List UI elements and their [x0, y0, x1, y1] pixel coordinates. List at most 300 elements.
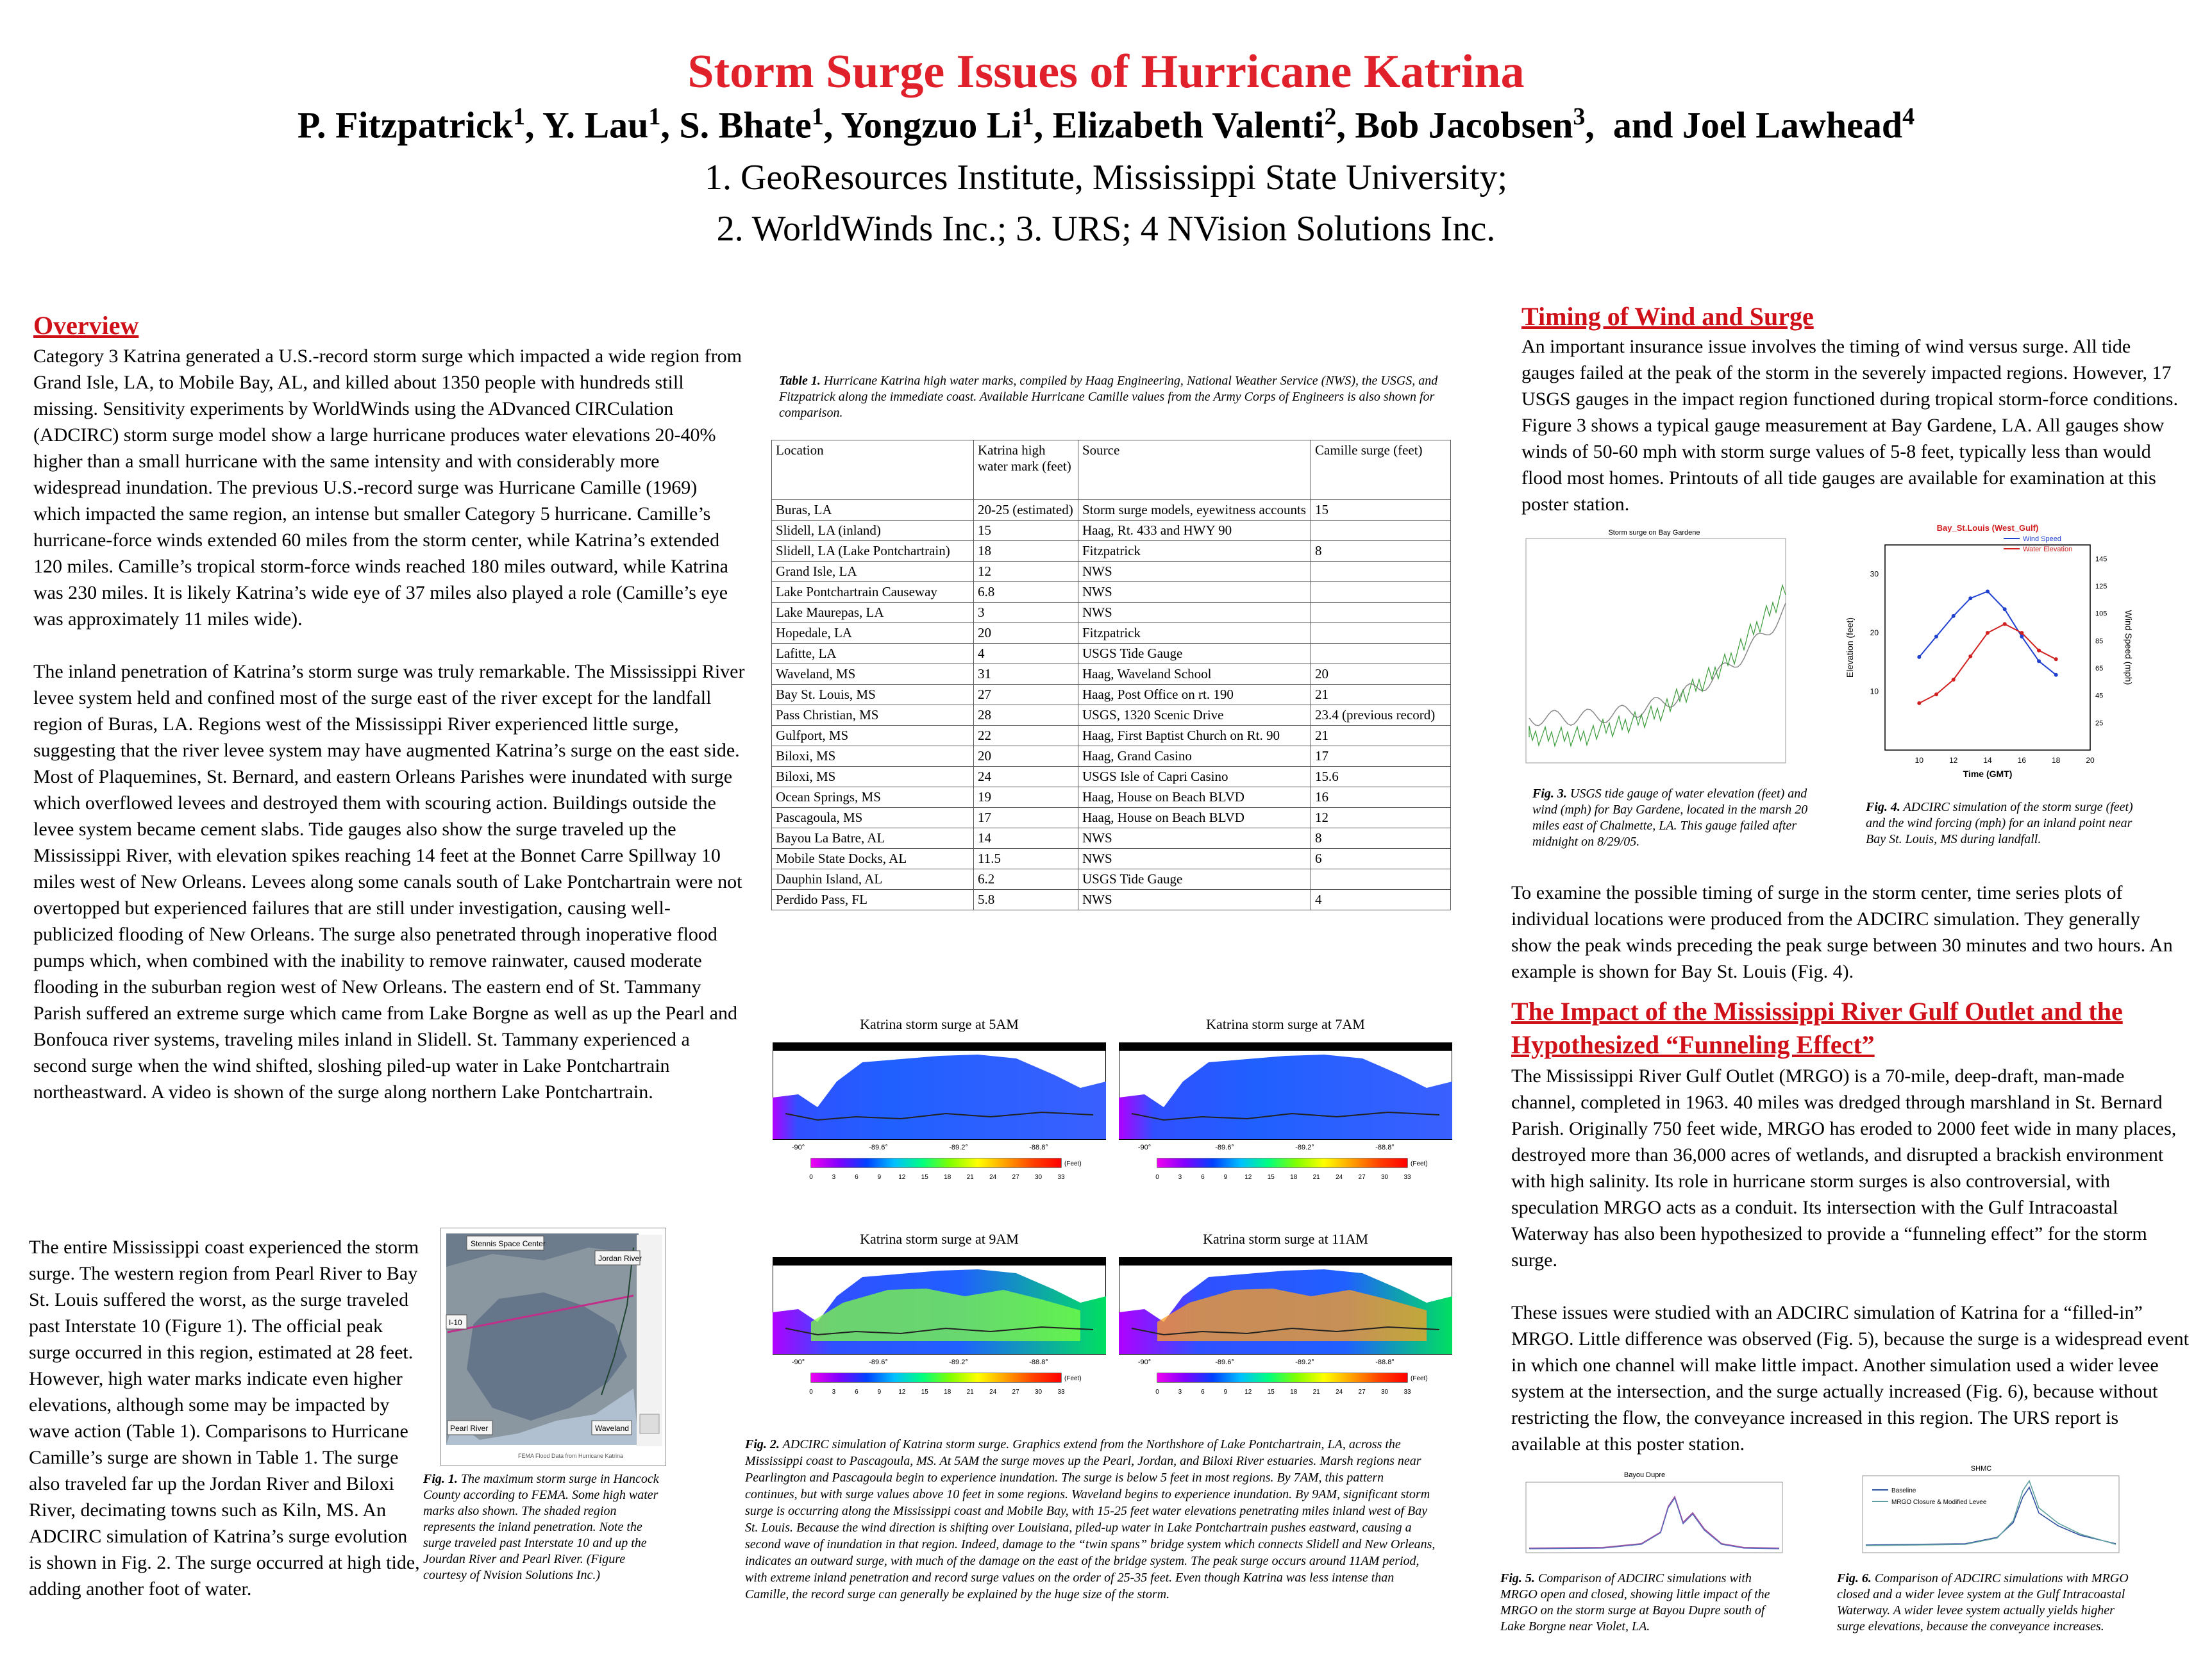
table-cell: NWS [1078, 562, 1311, 582]
fig4-data-point [1952, 614, 1956, 618]
fig3-chart-graphic [1510, 526, 1798, 782]
colorbar-tick: 30 [1034, 1174, 1043, 1181]
map-lon-tick: -90° [791, 1358, 805, 1366]
author-affiliation: 1 [648, 103, 661, 130]
timing-paragraph-2: To examine the possible timing of surge in the storm center, time series plots of individual locations were produced from the ADCIRC simulation. They generally show the peak winds preceding the peak surge between 30 minutes and two hours. An example is shown for Bay St. Louis (Fig. 4). [1511, 882, 2173, 982]
timing-paragraph-1: An important insurance issue involves the timing of wind versus surge. All tide gauges failed at the peak of the storm in the severely impacted regions. However, 17 USGS gauges in the impact region functioned during tropical storm-force conditions. Figure 3 shows a typical gauge measurement at Bay Gardene, LA. All gauges show winds of 50-60 mph with storm surge values of 5-8 feet, typically less than would flood most homes. Printouts of all tide gauges are available for examination at this poster station. [1521, 336, 2178, 515]
fig1-map-graphic [441, 1228, 666, 1466]
surge-map-graphic [1119, 1037, 1452, 1210]
fig4-data-point [2003, 607, 2007, 611]
table-cell [1311, 869, 1451, 890]
map-lon-tick: -89.2° [1295, 1358, 1314, 1366]
fig4-y-tick: 30 [1870, 569, 1879, 579]
fig4-caption-label: Fig. 4. [1866, 800, 1900, 814]
author-separator: , [1336, 104, 1355, 146]
table-cell: 12 [1311, 808, 1451, 828]
overview-paragraph-1: Category 3 Katrina generated a U.S.-record storm surge which impacted a wide region from Grand Isle, LA, to Mobile Bay, AL, and killed about 1350 people with hundreds still missing. Sensitivity experiments by WorldWinds using the ADvanced CIRCulation (ADCIRC) storm surge model show a large hurricane produces water elevations 20-40% higher than a small hurricane with the same intensity and with considerably more widespread inundation. The previous U.S.-record surge was Hurricane Camille (1969) which impacted the same region, an intense but smaller Category 5 hurricane. Camille’s hurricane-force winds extended 60 miles from the storm center, while Katrina’s extended 120 miles. Camille’s tropical storm-force winds reached 180 miles outward, while Katrina was 230 miles. It is likely Katrina’s wide eye of 37 miles also played a role (Camille’s eye was approximately 11 miles wide). [33, 346, 742, 630]
fig4-x-tick: 18 [2051, 756, 2061, 765]
map-lon-tick: -88.8° [1029, 1144, 1048, 1151]
author-separator: , [525, 104, 542, 146]
table-cell: Pascagoula, MS [772, 808, 974, 828]
timing-heading: Timing of Wind and Surge [1521, 302, 1814, 331]
colorbar-tick: 24 [1336, 1174, 1343, 1181]
map-lon-tick: -90° [791, 1144, 805, 1151]
table-cell: 21 [1311, 726, 1451, 746]
fig6-chart [1837, 1462, 2125, 1564]
fig5-series-closed [1529, 1498, 1779, 1549]
colorbar-tick: 18 [944, 1389, 951, 1396]
surge-map [773, 1231, 1106, 1436]
colorbar-tick: 3 [1178, 1389, 1182, 1396]
table-cell: Haag, First Baptist Church on Rt. 90 [1078, 726, 1311, 746]
table1-col-katrina: Katrina high water mark (feet) [974, 440, 1078, 500]
author-affiliation: 1 [1021, 103, 1034, 130]
fig4-data-point [2020, 631, 2023, 635]
table-cell: 8 [1311, 828, 1451, 849]
table-cell: 8 [1311, 541, 1451, 562]
table-row [772, 705, 1451, 726]
fig1-label-jordan-river: Jordan River [598, 1254, 642, 1263]
map-lon-tick: -89.2° [949, 1144, 968, 1151]
fig2-panel [773, 1016, 1452, 1439]
table-cell: 3 [974, 603, 1078, 623]
fig1-caption-label: Fig. 1. [423, 1472, 458, 1486]
fig4-data-point [1968, 655, 1972, 658]
surge-map [1119, 1016, 1452, 1221]
table-row [772, 849, 1451, 869]
fig6-legend-baseline: Baseline [1891, 1487, 1916, 1494]
table1-caption [779, 373, 1439, 421]
fig5-series-open [1529, 1497, 1779, 1548]
table-row [772, 828, 1451, 849]
fig4-data-point [2003, 622, 2007, 626]
table-cell: Pass Christian, MS [772, 705, 974, 726]
fig3-caption-text: USGS tide gauge of water elevation (feet) and wind (mph) for Bay Gardene, located in the marsh 20 miles east of Chalmette, LA. This gauge failed after midnight on 8/29/05. [1532, 787, 1808, 849]
fig1-caption-text: The maximum storm surge in Hancock County according to FEMA. Some high water marks also shown. The shaded region represents the inland penetration. Note the surge traveled past Interstate 10 and up the Jourdan River and Pearl River. (Figure courtesy of Nvision Solutions Inc.) [423, 1472, 659, 1582]
table-cell: 24 [974, 767, 1078, 787]
table-cell: USGS Tide Gauge [1078, 644, 1311, 664]
table-cell: 20 [974, 623, 1078, 644]
colorbar-tick: 0 [1155, 1389, 1159, 1396]
table-cell: 6.8 [974, 582, 1078, 603]
table-cell: Haag, House on Beach BLVD [1078, 787, 1311, 808]
table1-col-location: Location [772, 440, 974, 500]
table1-col-source: Source [1078, 440, 1311, 500]
table-row [772, 644, 1451, 664]
author-name: Joel Lawhead [1682, 104, 1903, 146]
table-cell: NWS [1078, 890, 1311, 910]
fig4-x-tick: 20 [2086, 756, 2095, 765]
colorbar-unit: (Feet) [1064, 1375, 1082, 1382]
table-cell: Haag, House on Beach BLVD [1078, 808, 1311, 828]
surge-map-graphic [1119, 1251, 1452, 1424]
table-row [772, 685, 1451, 705]
colorbar-tick: 33 [1403, 1174, 1411, 1181]
table-row [772, 664, 1451, 685]
table-cell [1311, 562, 1451, 582]
fig4-caption [1866, 799, 2141, 848]
colorbar-tick: 30 [1380, 1389, 1389, 1396]
colorbar-tick: 0 [809, 1389, 813, 1396]
poster-title: Storm Surge Issues of Hurricane Katrina [687, 46, 1525, 98]
fig1-label-i10: I-10 [449, 1318, 462, 1327]
mrgo-text [1511, 1063, 2191, 1483]
colorbar-tick: 12 [1244, 1389, 1252, 1396]
map-lon-tick: -89.6° [869, 1358, 888, 1366]
colorbar-tick: 30 [1380, 1174, 1389, 1181]
fig4-data-point [2037, 659, 2041, 663]
surge-map-title: Katrina storm surge at 11AM [1203, 1231, 1368, 1247]
colorbar-tick: 6 [1201, 1389, 1205, 1396]
fig4-series-line [1919, 624, 2056, 703]
fig4-legend-label: Water Elevation [2023, 546, 2073, 553]
surge-map-title: Katrina storm surge at 5AM [860, 1016, 1019, 1032]
author-affiliation: 2 [1324, 103, 1337, 130]
colorbar-tick: 24 [989, 1389, 997, 1396]
fig1-label-pearl-river: Pearl River [450, 1424, 489, 1433]
affiliation-line-1: 1. GeoResources Institute, Mississippi State University; [704, 158, 1508, 197]
table-cell: Haag, Rt. 433 and HWY 90 [1078, 521, 1311, 541]
table-cell: 15.6 [1311, 767, 1451, 787]
colorbar-tick: 33 [1057, 1389, 1065, 1396]
author-list [0, 103, 2212, 146]
table1 [771, 440, 1451, 910]
table-cell: NWS [1078, 603, 1311, 623]
fig5-chart-graphic [1500, 1468, 1789, 1564]
map-lon-tick: -89.6° [1215, 1144, 1234, 1151]
table-cell: Dauphin Island, AL [772, 869, 974, 890]
colorbar [1157, 1373, 1407, 1382]
table-cell: Mobile State Docks, AL [772, 849, 974, 869]
surge-map-title: Katrina storm surge at 9AM [860, 1231, 1019, 1247]
author-name: Elizabeth Valenti [1052, 104, 1325, 146]
table-cell: 4 [974, 644, 1078, 664]
mrgo-paragraph-1: The Mississippi River Gulf Outlet (MRGO) is a 70-mile, deep-draft, man-made channel, completed in 1963. 40 miles was dredged through marshland in St. Bernard Parish. Originally 750 feet wide, MRGO has eroded to 2000 feet wide in many places, destroyed more than 36,000 acres of wetlands, and disrupted a brackish environment with high salinity. Its role in hurricane storm surges is also controversial, with speculation MRGO acts as a conduit. Its intersection with the Gulf Intracoastal Waterway has also been hypothesized to provide a “funneling effect” for the storm surge. [1511, 1065, 2177, 1271]
colorbar-tick: 27 [1012, 1389, 1019, 1396]
table-cell [1311, 644, 1451, 664]
fig2-caption-label: Fig. 2. [745, 1437, 780, 1451]
table-row [772, 808, 1451, 828]
table-cell: 15 [1311, 500, 1451, 521]
table-cell: Lafitte, LA [772, 644, 974, 664]
table-row [772, 726, 1451, 746]
fig1-map [440, 1228, 666, 1466]
table-cell: 20-25 (estimated) [974, 500, 1078, 521]
fig1-footer: FEMA Flood Data from Hurricane Katrina [518, 1453, 624, 1459]
colorbar-tick: 18 [1290, 1174, 1298, 1181]
colorbar-tick: 18 [944, 1174, 951, 1181]
author-affiliation: 4 [1902, 103, 1915, 130]
fig4-chart-graphic [1837, 519, 2138, 789]
fig5-title: Bayou Dupre [1623, 1471, 1666, 1479]
fig5-caption-text: Comparison of ADCIRC simulations with MRGO open and closed, showing little impact of the MRGO on the storm surge at Bayou Dupre south of Lake Borgne near Violet, LA. [1500, 1571, 1770, 1633]
fig4-x-label: Time (GMT) [1963, 769, 2013, 779]
colorbar-tick: 27 [1358, 1174, 1366, 1181]
map-lon-tick: -88.8° [1029, 1358, 1048, 1366]
table-cell: USGS, 1320 Scenic Drive [1078, 705, 1311, 726]
colorbar-tick: 12 [898, 1174, 906, 1181]
colorbar-unit: (Feet) [1411, 1160, 1428, 1167]
fig6-series-baseline [1866, 1487, 2116, 1545]
table-cell: Gulfport, MS [772, 726, 974, 746]
table-cell: 6 [1311, 849, 1451, 869]
table-cell: Bayou La Batre, AL [772, 828, 974, 849]
fig4-data-point [2020, 635, 2023, 639]
author-name: Bob Jacobsen [1355, 104, 1573, 146]
fig4-y2-tick: 145 [2095, 555, 2107, 564]
colorbar-tick: 9 [877, 1174, 882, 1181]
colorbar-tick: 6 [855, 1389, 859, 1396]
table-row [772, 890, 1451, 910]
colorbar-tick: 15 [1267, 1389, 1275, 1396]
overview-text [33, 343, 745, 1132]
fig4-x-tick: 10 [1915, 756, 1924, 765]
mrgo-heading [1511, 995, 2123, 1062]
colorbar-tick: 27 [1012, 1174, 1019, 1181]
colorbar-tick: 12 [1244, 1174, 1252, 1181]
map-lon-tick: -89.6° [869, 1144, 888, 1151]
table1-caption-label: Table 1. [779, 374, 821, 388]
fig6-caption [1837, 1571, 2138, 1635]
map-lon-tick: -89.2° [949, 1358, 968, 1366]
fig3-wind-series [1529, 585, 1786, 746]
fig4-data-point [1952, 678, 1956, 681]
table-row [772, 623, 1451, 644]
fig1-label-waveland: Waveland [595, 1424, 629, 1433]
colorbar-tick: 33 [1403, 1389, 1411, 1396]
fig1-label-stennis: Stennis Space Center [471, 1239, 546, 1248]
table-cell: 16 [1311, 787, 1451, 808]
colorbar-tick: 27 [1358, 1389, 1366, 1396]
author-affiliation: 1 [513, 103, 526, 130]
table-cell: Haag, Grand Casino [1078, 746, 1311, 767]
table-cell: 18 [974, 541, 1078, 562]
table-row [772, 603, 1451, 623]
table-row [772, 521, 1451, 541]
fig6-caption-text: Comparison of ADCIRC simulations with MRGO closed and a wider levee system at the Gulf Intracoastal Waterway. A wider levee system actually yields higher surge elevations, because the conveyance increases. [1837, 1571, 2129, 1633]
table-cell: 17 [1311, 746, 1451, 767]
fig3-chart [1510, 526, 1798, 782]
fig4-x-tick: 12 [1948, 756, 1958, 765]
colorbar-tick: 0 [1155, 1174, 1159, 1181]
surge-map [773, 1016, 1106, 1221]
table-cell [1311, 623, 1451, 644]
table1-col-camille: Camille surge (feet) [1311, 440, 1451, 500]
fig4-title: Bay_St.Louis (West_Gulf) [1936, 523, 2039, 533]
map-lon-tick: -89.2° [1295, 1144, 1314, 1151]
colorbar-tick: 15 [921, 1174, 928, 1181]
table-cell: Lake Maurepas, LA [772, 603, 974, 623]
fig4-data-point [1986, 590, 1990, 594]
table-cell: Lake Pontchartrain Causeway [772, 582, 974, 603]
colorbar-tick: 33 [1057, 1174, 1065, 1181]
table-cell: Slidell, LA (Lake Pontchartrain) [772, 541, 974, 562]
fig6-chart-graphic [1837, 1462, 2125, 1564]
fig4-x-tick: 16 [2017, 756, 2027, 765]
table-cell [1311, 603, 1451, 623]
table-cell: 14 [974, 828, 1078, 849]
fig4-y-tick: 20 [1870, 628, 1879, 638]
fig2-caption [745, 1436, 1437, 1603]
author-name: P. Fitzpatrick [297, 104, 514, 146]
table-cell: 20 [1311, 664, 1451, 685]
map-lon-tick: -90° [1137, 1358, 1152, 1366]
fig4-y-tick: 10 [1870, 687, 1879, 696]
table-row [772, 541, 1451, 562]
fig4-plot-frame [1885, 545, 2090, 750]
fig4-data-point [1934, 692, 1938, 696]
colorbar-tick: 21 [966, 1174, 974, 1181]
table-cell: 15 [974, 521, 1078, 541]
colorbar-tick: 6 [855, 1174, 859, 1181]
fig4-data-point [2037, 649, 2041, 653]
table-cell: USGS Isle of Capri Casino [1078, 767, 1311, 787]
table-cell: NWS [1078, 828, 1311, 849]
fig4-data-point [1986, 631, 1990, 635]
overview-paragraph-3: The entire Mississippi coast experienced the storm surge. The western region from Pearl River to Bay St. Louis suffered the worst, as the surge traveled past Interstate 10 (Figure 1). The official peak surge occurred in this region, estimated at 28 feet. However, high water marks indicate even higher elevations, although some may be impacted by wave action (Table 1). Comparisons to Hurricane Camille’s surge are shown in Table 1. The surge also traveled far up the Jordan River and Biloxi River, decimating towns such as Kiln, MS. An ADCIRC simulation of Katrina’s surge evolution is shown in Fig. 2. The surge occurred at high tide, adding another foot of water. [29, 1237, 420, 1600]
mrgo-heading-line-1: The Impact of the Mississippi River Gulf Outlet and the [1511, 997, 2123, 1026]
fig4-data-point [1917, 655, 1921, 659]
table-cell: 21 [1311, 685, 1451, 705]
fig4-data-point [1934, 635, 1938, 639]
table-cell: 31 [974, 664, 1078, 685]
table-row [772, 767, 1451, 787]
fig4-caption-text: ADCIRC simulation of the storm surge (feet) and the wind forcing (mph) for an inland point near Bay St. Louis, MS during landfall. [1866, 800, 2133, 846]
fig4-x-tick: 14 [1983, 756, 1992, 765]
fig6-legend-closure: MRGO Closure & Modified Levee [1891, 1499, 1987, 1506]
table-cell: 23.4 (previous record) [1311, 705, 1451, 726]
mrgo-heading-line-2: Hypothesized “Funneling Effect” [1511, 1030, 1875, 1059]
table-cell: Fitzpatrick [1078, 623, 1311, 644]
colorbar [1157, 1158, 1407, 1167]
fig1-caption [423, 1471, 667, 1583]
table-row [772, 500, 1451, 521]
colorbar-tick: 9 [877, 1389, 882, 1396]
map-lon-tick: -88.8° [1375, 1144, 1395, 1151]
surge-map-title: Katrina storm surge at 7AM [1206, 1016, 1365, 1032]
fig3-caption [1532, 786, 1808, 850]
table-cell: Waveland, MS [772, 664, 974, 685]
table1-header-row [772, 440, 1451, 500]
fig4-y2-tick: 85 [2095, 637, 2104, 646]
colorbar-tick: 3 [832, 1174, 836, 1181]
overview-heading: Overview [33, 311, 139, 340]
table-row [772, 562, 1451, 582]
colorbar [811, 1373, 1061, 1382]
table-cell: 4 [1311, 890, 1451, 910]
colorbar-tick: 12 [898, 1389, 906, 1396]
table-cell: 17 [974, 808, 1078, 828]
map-lon-tick: -90° [1137, 1144, 1152, 1151]
fig3-title: Storm surge on Bay Gardene [1608, 529, 1700, 537]
surge-map-graphic [773, 1251, 1106, 1424]
table-row [772, 746, 1451, 767]
table-cell: 19 [974, 787, 1078, 808]
colorbar-tick: 18 [1290, 1389, 1298, 1396]
surge-map-graphic [773, 1037, 1106, 1210]
colorbar-tick: 30 [1034, 1389, 1043, 1396]
fig3-caption-label: Fig. 3. [1532, 787, 1567, 801]
author-name: Yongzuo Li [841, 104, 1022, 146]
table-cell: 12 [974, 562, 1078, 582]
fig4-data-point [2054, 657, 2058, 661]
colorbar-unit: (Feet) [1064, 1160, 1082, 1167]
colorbar-tick: 9 [1223, 1389, 1228, 1396]
colorbar-tick: 15 [921, 1389, 928, 1396]
author-name: S. Bhate [679, 104, 812, 146]
table-cell: Biloxi, MS [772, 746, 974, 767]
table-cell [1311, 582, 1451, 603]
table-cell: 6.2 [974, 869, 1078, 890]
fig4-y2-tick: 105 [2095, 610, 2107, 618]
colorbar-tick: 6 [1201, 1174, 1205, 1181]
colorbar-tick: 0 [809, 1174, 813, 1181]
fig5-caption-label: Fig. 5. [1500, 1571, 1535, 1585]
table-row [772, 787, 1451, 808]
author-name: Y. Lau [542, 104, 649, 146]
colorbar-tick: 15 [1267, 1174, 1275, 1181]
fig6-title: SHMC [1970, 1465, 1992, 1473]
colorbar-tick: 21 [1312, 1174, 1320, 1181]
author-separator: , [823, 104, 841, 146]
colorbar [811, 1158, 1061, 1167]
table1-caption-text: Hurricane Katrina high water marks, compiled by Haag Engineering, National Weather Service (NWS), the USGS, and Fitzpatrick along the immediate coast. Available Hurricane Camille values from the Army Corps of Engineers is also shown for comparison. [779, 374, 1438, 420]
author-separator: , [1034, 104, 1053, 146]
table-cell: Grand Isle, LA [772, 562, 974, 582]
affiliation-line-2: 2. WorldWinds Inc.; 3. URS; 4 NVision Solutions Inc. [716, 209, 1496, 249]
map-lon-tick: -88.8° [1375, 1358, 1395, 1366]
table-cell: 27 [974, 685, 1078, 705]
colorbar-tick: 3 [1178, 1174, 1182, 1181]
table-cell: 20 [974, 746, 1078, 767]
fig5-caption [1500, 1571, 1789, 1635]
colorbar-tick: 3 [832, 1389, 836, 1396]
fig2-caption-text: ADCIRC simulation of Katrina storm surge. Graphics extend from the Northshore of Lake Pontchartrain, LA, across the Mississippi coast to Pascagoula, MS. At 5AM the surge moves up the Pearl, Jordan, and Biloxi River estuaries. Marsh regions near Pearlington and Pascagoula begin to experience inundation. The surge is below 5 feet in most regions. By 7AM, this pattern continues, but with surge values above 10 feet in some regions. Waveland begins to experience inundation. By 9AM, significant storm surge is occurring along the Mississippi coast and Mobile Bay, with 15-25 feet water elevations penetrating miles inland west of Bay St. Louis. Because the wind direction is shifting over Louisiana, piled-up water in Lake Pontchartrain pushes eastward, causing a second wave of inundation in that region. Indeed, damage to the “twin spans” bridge system which connects Slidell and New Orleans, indicates an outward surge, with much of the damage on the east of the bridge system. The peak surge occurs around 11AM period, with extreme inland penetration and record surge values on the order of 25-35 feet. Even though Katrina was less intense than Camille, the record surge can generally be explained by the huge size of the storm. [745, 1437, 1436, 1601]
map-lon-tick: -89.6° [1215, 1358, 1234, 1366]
fig4-y2-label: Wind Speed (mph) [2124, 610, 2134, 685]
fig4-data-point [1968, 596, 1972, 600]
table-cell: USGS Tide Gauge [1078, 869, 1311, 890]
fig4-y2-tick: 65 [2095, 665, 2104, 672]
colorbar-unit: (Feet) [1411, 1375, 1428, 1382]
colorbar-tick: 21 [1312, 1389, 1320, 1396]
table-cell: Biloxi, MS [772, 767, 974, 787]
fig4-chart [1837, 519, 2138, 789]
table-cell: Fitzpatrick [1078, 541, 1311, 562]
fig4-y2-tick: 45 [2095, 692, 2104, 700]
fig5-chart [1500, 1468, 1789, 1564]
mrgo-paragraph-2: These issues were studied with an ADCIRC simulation of Katrina for a “filled-in” MRGO. Little difference was observed (Fig. 5), because the surge is a widespread event in which one channel will make little impact. Another simulation used a wider levee system at the intersection, and the surge actually increased (Fig. 6), because without restricting the flow, the conveyance increased in this region. The URS report is available at this poster station. [1511, 1302, 2189, 1455]
colorbar-tick: 24 [1336, 1389, 1343, 1396]
table-cell: NWS [1078, 582, 1311, 603]
table-cell: 5.8 [974, 890, 1078, 910]
table-cell: 22 [974, 726, 1078, 746]
author-affiliation: 1 [811, 103, 824, 130]
table-cell: Perdido Pass, FL [772, 890, 974, 910]
fig4-y-label: Elevation (feet) [1845, 617, 1855, 678]
table-cell: Buras, LA [772, 500, 974, 521]
fig4-legend-label: Wind Speed [2023, 535, 2061, 543]
colorbar-tick: 24 [989, 1174, 997, 1181]
surge-map [1119, 1231, 1452, 1436]
table-row [772, 869, 1451, 890]
fig4-y2-tick: 125 [2095, 583, 2107, 590]
fig4-y2-tick: 25 [2095, 719, 2104, 728]
colorbar-tick: 21 [966, 1389, 974, 1396]
table-cell: Haag, Post Office on rt. 190 [1078, 685, 1311, 705]
fig6-caption-label: Fig. 6. [1837, 1571, 1872, 1585]
table-cell [1311, 521, 1451, 541]
